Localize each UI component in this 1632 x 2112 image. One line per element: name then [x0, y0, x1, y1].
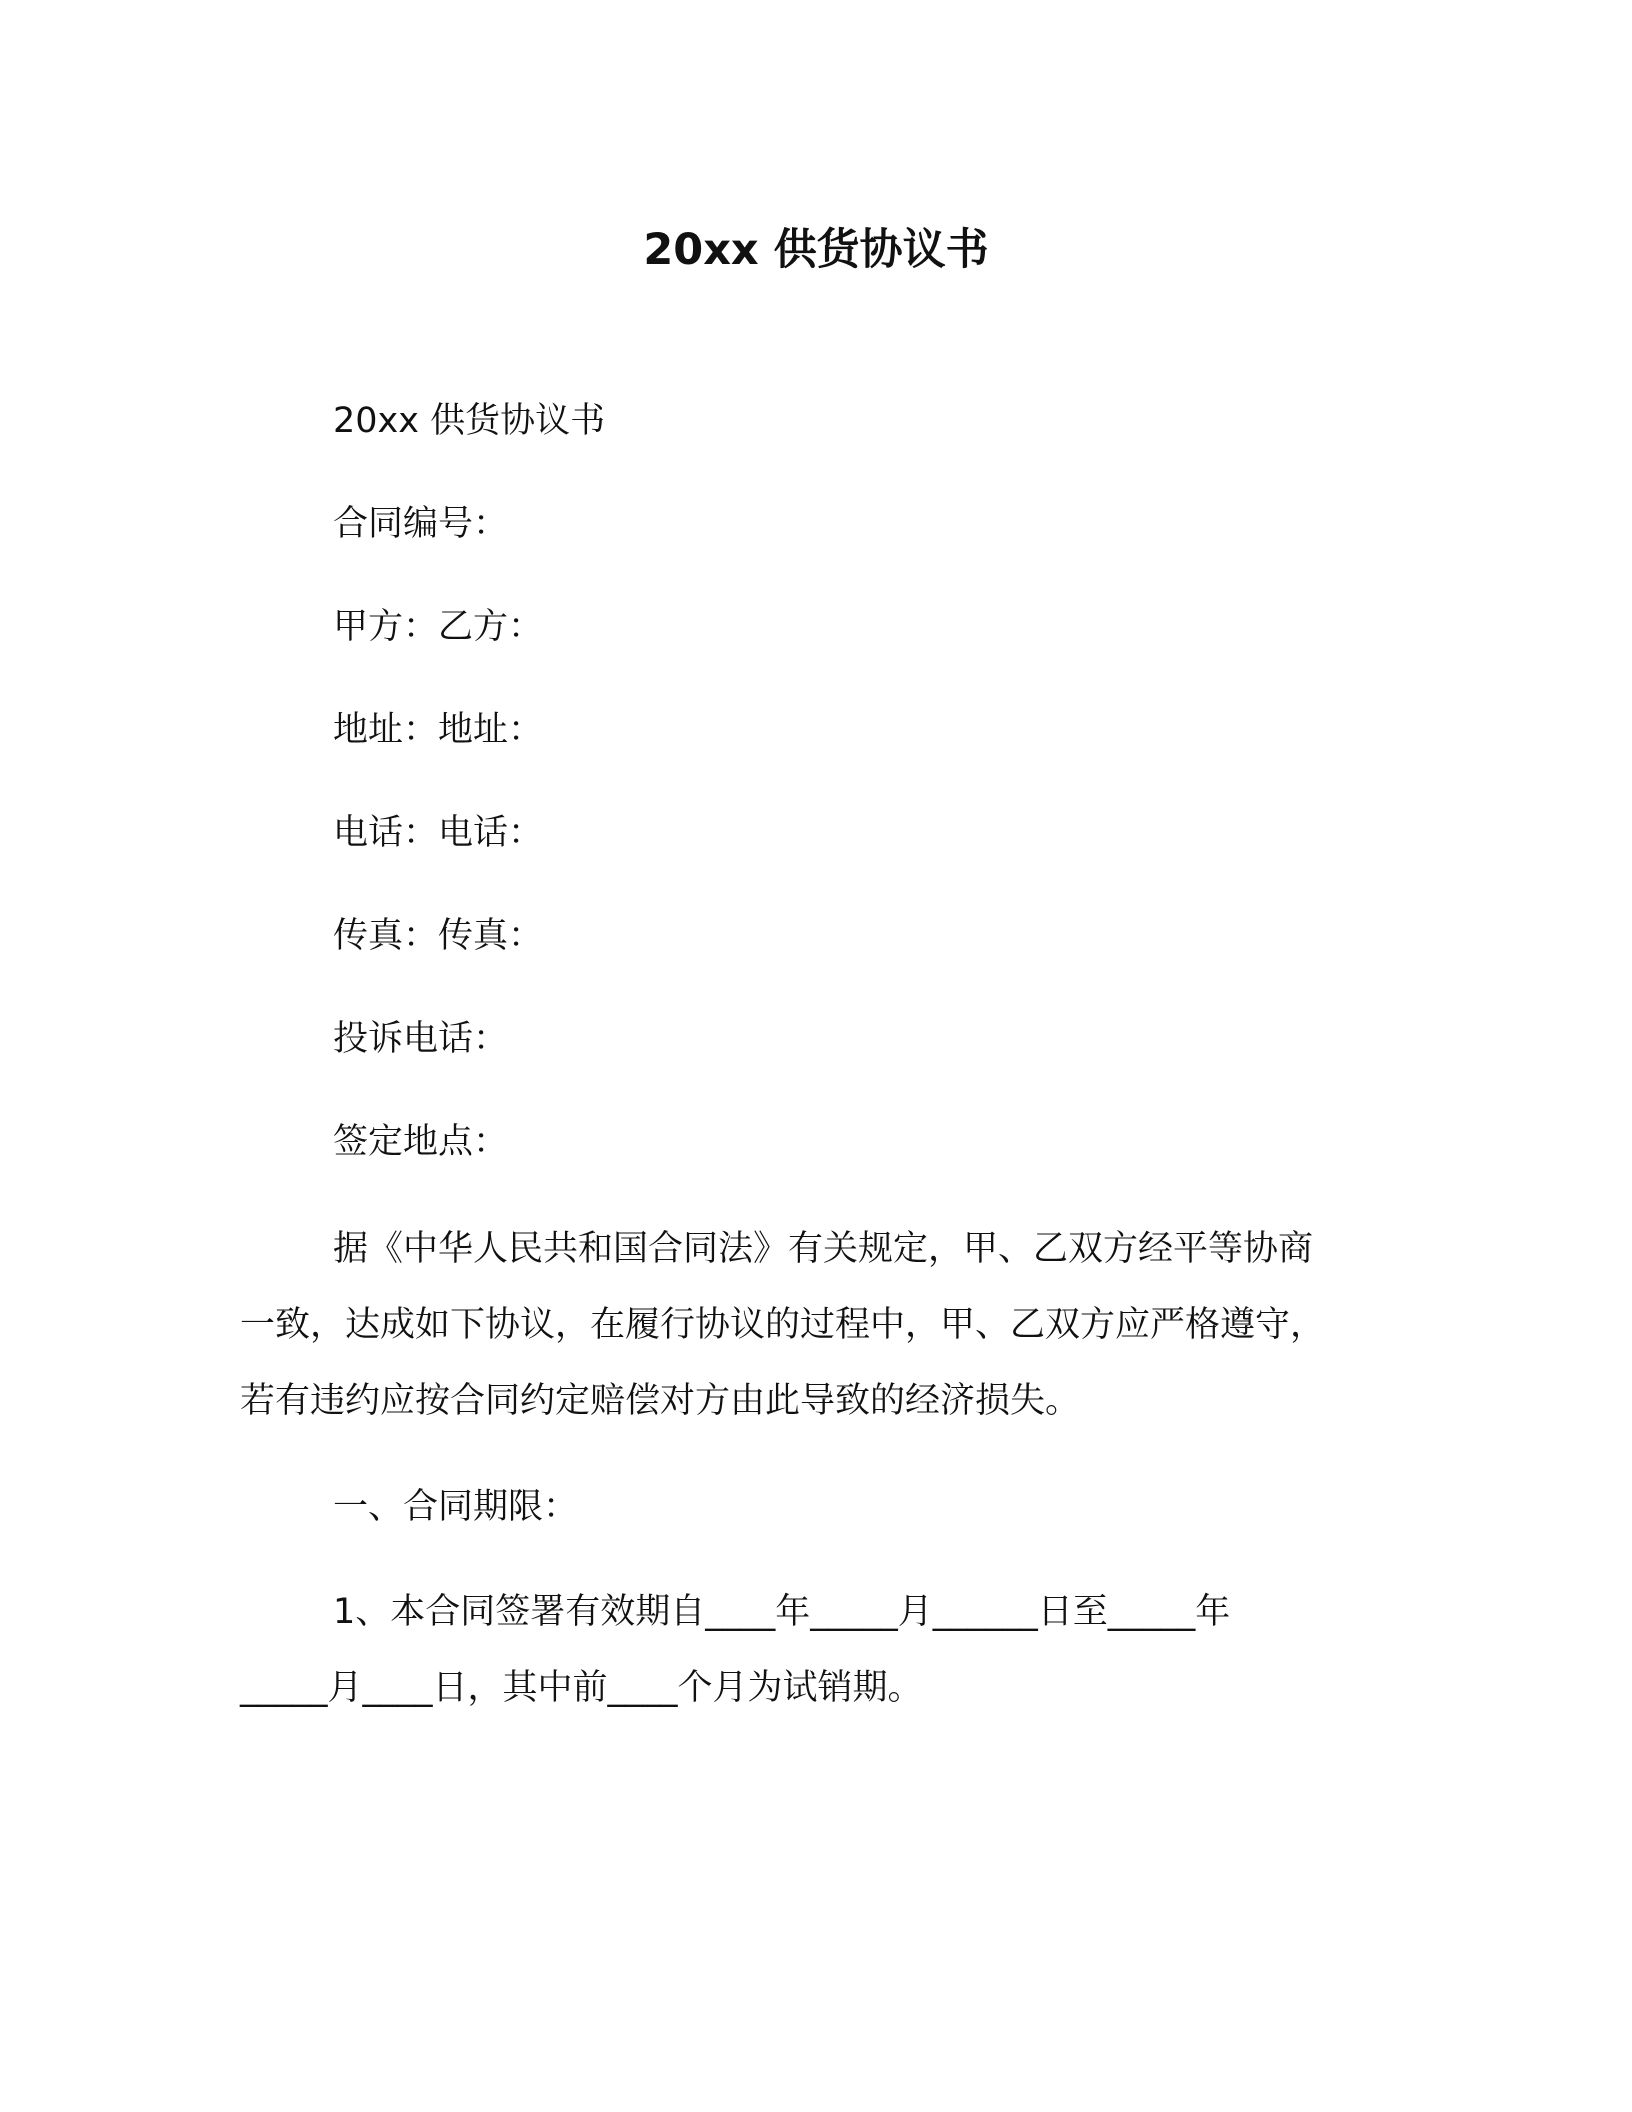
- phone-field: 电话：电话：: [333, 813, 544, 853]
- document-title: 20xx 供货协议书: [643, 225, 989, 275]
- preamble-line-3: 若有违约应按合同约定赔偿对方由此导致的经济损失。: [240, 1381, 1081, 1421]
- address-field: 地址：地址：: [333, 710, 544, 750]
- preamble-line-2: 一致，达成如下协议，在履行协议的过程中，甲、乙双方应严格遵守，: [240, 1305, 1326, 1345]
- document-subtitle: 20xx 供货协议书: [333, 401, 606, 441]
- preamble-line-1: 据《中华人民共和国合同法》有关规定，甲、乙双方经平等协商: [333, 1229, 1314, 1269]
- complaint-phone-field: 投诉电话：: [333, 1019, 509, 1059]
- section-1-heading: 一、合同期限：: [333, 1487, 579, 1527]
- parties-field: 甲方：乙方：: [333, 607, 544, 647]
- clause-1-line-2: _____月____日，其中前____个月为试销期。: [240, 1668, 923, 1708]
- signing-place-field: 签定地点：: [333, 1122, 509, 1162]
- fax-field: 传真：传真：: [333, 916, 544, 956]
- clause-1-line-1: 1、本合同签署有效期自____年_____月______日至_____年: [333, 1592, 1231, 1632]
- contract-number-field: 合同编号：: [333, 504, 509, 544]
